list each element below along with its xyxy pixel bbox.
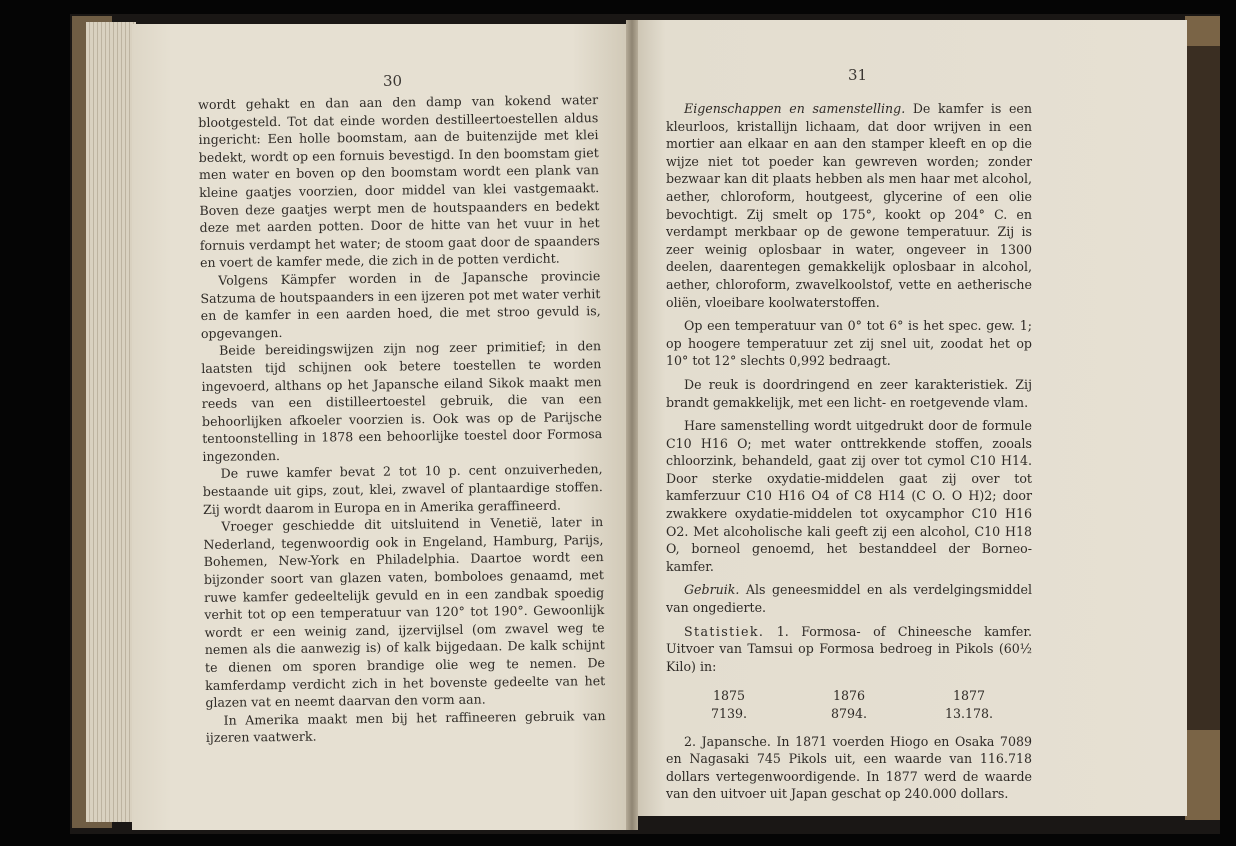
left-paragraph-3: Beide bereidingswijzen zijn nog zeer primitief; in den laatsten tijd schijnen ook betere toestellen te worden ingevoerd, althans op het Japansche eiland Sikok maakt men reeds van een distilleertoestel gebruik, die van een behoorlijken afkoeler voorzien is. Ook was op de Parijsche tentoonstelling in 1878 een behoorlijke toestel door Formosa ingezonden. [201,338,603,464]
heading-usage: Gebruik. [684,582,740,598]
right-paragraph-formula: Hare samenstelling wordt uitgedrukt door de formule C10 H16 O; met water onttrekkende stoffen, zooals chloorzink, behandeld, gaat zij over tot cymol C10 H14. Door sterke oxydatie-middelen gaat zij over tot kamferzuur C10 H16 O4 of C8 H14 (C O. O H)2; door zwakkere oxydatie-middelen tot oxycamphor C10 H16 O2. Met alcoholische kali geeft zij een alcohol, C10 H18 O, borneol genoemd, het bestanddeel der Borneo-kamfer. [666,418,1032,574]
left-paragraph-1: wordt gehakt en dan aan den damp van kokend water blootgesteld. Tot dat einde worden destilleertoestellen aldus ingericht: Een holle boomstam, aan de buitenzijde met klei bedekt, wordt op een fornuis bevestigd. In den boomstam giet men water en boven op den boomstam wordt een plank van kleine gaatjes voorzien, door middel van klei vastgemaakt. Boven deze gaatjes werpt men de houtspaanders en bedekt deze met aarden potten. Door de hitte van het vuur in het fornuis verdampt het water; de stoom gaat door de spaanders en voert de kamfer mede, die zich in de potten verdicht. [198,92,600,271]
stats-year: 1875 [712,688,746,704]
right-paragraph-statistics [666,623,1032,676]
book-cover-right [1185,16,1220,820]
stats-value: 8794. [830,706,868,721]
left-paragraph-2: Volgens Kämpfer worden in de Japansche provincie Satzuma de houtspaanders in een ijzeren pot met water verhit en de kamfer in een aarden hoed, die met stroo gevuld is, opgevangen. [200,268,601,341]
left-page-text [198,91,606,747]
left-page-number: 30 [383,72,403,90]
left-paragraph-5: Vroeger geschiedde dit uitsluitend in Venetië, later in Nederland, tegenwoordig ook in Engeland, Hamburg, Parijs, Bohemen, New-York en Philadelphia. Daartoe wordt een bijzonder soort van glazen vaten, bomboloes genaamd, met ruwe kamfer gedeeltelijk gevuld en in een zandbak spoedig verhit tot op een temperatuur van 120° tot 190°. Gewoonlijk wordt er een weinig zand, ijzervijlsel (om zwavel weg te nemen als die aanwezig is) of kalk bijgedaan. De kalk schijnt te dienen om sporen brandige olie weg te nemen. De kamferdamp verdicht zich in het bovenste gedeelte van het glazen vat en neemt daarvan den vorm aan. [203,514,606,711]
stats-year: 1876 [832,688,866,704]
statistics-table [666,687,1032,722]
page-edges [86,22,136,822]
statistics-body: 1. Formosa- of Chineesche kamfer. Uitvoer van Tamsui op Formosa bedroeg in Pikols (60½ Kilo) in: [666,623,1032,674]
usage-body: Als geneesmiddel en als verdelgingsmiddel van ongedierte. [666,582,1032,616]
right-paragraph-smell: De reuk is doordringend en zeer karakteristiek. Zij brandt gemakkelijk, met een licht- en roetgevende vlam. [666,376,1032,410]
right-paragraph-properties [666,100,1032,311]
stats-value: 13.178. [944,706,994,721]
heading-statistics: Statistiek. [684,623,765,639]
cover-corner-bottom [1185,730,1220,820]
book-gutter [626,20,638,830]
right-paragraph-japan: 2. Japansche. In 1871 voerden Hiogo en Osaka 7089 en Nagasaki 745 Pikols uit, een waarde van 116.718 dollars vertegenwoordigende. In 1877 werd de waarde van den uitvoer uit Japan geschat op 240.000 dollars. [666,733,1032,802]
cover-corner-top [1185,16,1220,46]
left-paragraph-6: In Amerika maakt men bij het raffineeren gebruik van ijzeren vaatwerk. [205,707,606,746]
right-page-number: 31 [848,66,868,84]
right-page-text [666,100,1032,803]
heading-properties: Eigenschappen en samenstelling. [684,101,906,116]
right-paragraph-usage [666,581,1032,616]
stats-value: 7139. [710,706,748,721]
right-paragraph-specific-gravity: Op een temperatuur van 0° tot 6° is het spec. gew. 1; op hoogere temperatuur zet zij snel uit, zoodat het op 10° tot 12° slechts 0,992 bedraagt. [666,318,1032,369]
properties-body: De kamfer is een kleurloos, kristallijn lichaam, dat door wrijven in een mortier aan elkaar en aan den stamper kleeft en op die wijze niet tot poeder kan gewreven worden; zonder bezwaar kan dit plaats hebben als men haar met alcohol, aether, chloroform, houtgeest, glycerine of een olie bevochtigt. Zij smelt op 175°, kookt op 204° C. en verdampt merkbaar op de gewone temperatuur. Zij is zeer weinig oplosbaar in water, ongeveer in 1300 deelen, daarentegen gemakkelijk oplosbaar in alcohol, aether, chloroform, zwavelkoolstof, vette en aetherische oliën, vloeibare koolwaterstoffen. [666,101,1032,310]
stats-year: 1877 [952,688,986,704]
left-paragraph-4: De ruwe kamfer bevat 2 tot 10 p. cent onzuiverheden, bestaande uit gips, zout, klei, zwavel of plantaardige stoffen. Zij wordt daarom in Europa en in Amerika geraffineerd. [202,461,603,517]
